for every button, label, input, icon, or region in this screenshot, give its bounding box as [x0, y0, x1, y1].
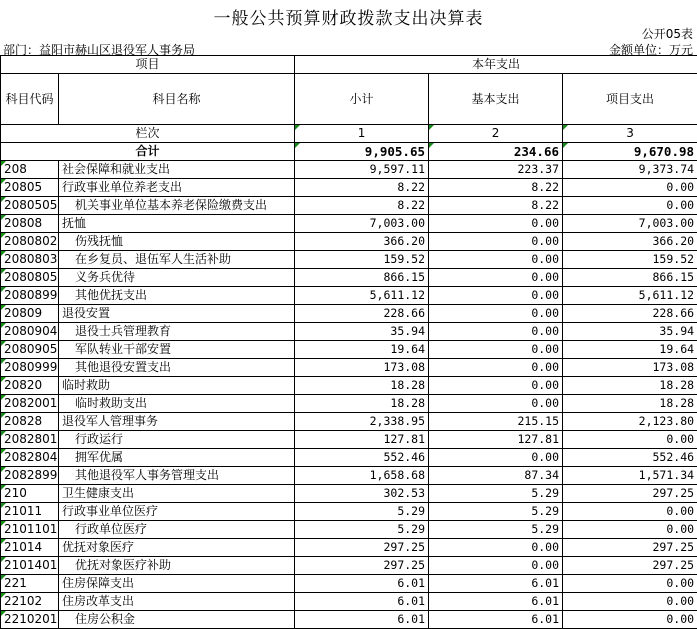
row-subtotal: 552.46 — [295, 449, 429, 467]
row-basic: 0.00 — [429, 359, 563, 377]
row-subtotal: 302.53 — [295, 485, 429, 503]
header-project: 项目支出 — [563, 74, 697, 125]
row-code: 2080803 — [1, 251, 59, 269]
column-number-label: 栏次 — [1, 125, 295, 143]
table-row — [1, 377, 697, 395]
row-name: 行政运行 — [59, 431, 295, 449]
header-expense-group: 本年支出 — [295, 56, 697, 74]
row-name: 优抚对象医疗 — [59, 539, 295, 557]
row-subtotal: 1,658.68 — [295, 467, 429, 485]
row-code: 20828 — [1, 413, 59, 431]
row-code: 20805 — [1, 179, 59, 197]
row-name: 在乡复员、退伍军人生活补助 — [59, 251, 295, 269]
row-name: 卫生健康支出 — [59, 485, 295, 503]
row-code: 2080505 — [1, 197, 59, 215]
total-subtotal: 9,905.65 — [295, 143, 429, 161]
table-row — [1, 179, 697, 197]
row-name: 伤残抚恤 — [59, 233, 295, 251]
row-basic: 0.00 — [429, 377, 563, 395]
row-name: 行政事业单位医疗 — [59, 503, 295, 521]
row-code: 20808 — [1, 215, 59, 233]
table-row — [1, 449, 697, 467]
row-project: 2,123.80 — [563, 413, 697, 431]
row-code: 2101101 — [1, 521, 59, 539]
row-basic: 0.00 — [429, 323, 563, 341]
column-number-1: 1 — [295, 125, 429, 143]
row-basic: 6.01 — [429, 593, 563, 611]
row-project: 18.28 — [563, 377, 697, 395]
row-subtotal: 19.64 — [295, 341, 429, 359]
row-basic: 0.00 — [429, 305, 563, 323]
row-subtotal: 9,597.11 — [295, 161, 429, 179]
row-subtotal: 127.81 — [295, 431, 429, 449]
row-subtotal: 35.94 — [295, 323, 429, 341]
header-code: 科目代码 — [1, 74, 59, 125]
row-project: 0.00 — [563, 593, 697, 611]
total-project: 9,670.98 — [563, 143, 697, 161]
header-item-group: 项目 — [1, 56, 295, 74]
expenditure-table — [0, 55, 697, 629]
row-project: 173.08 — [563, 359, 697, 377]
row-project: 297.25 — [563, 485, 697, 503]
row-project: 297.25 — [563, 539, 697, 557]
row-name: 社会保障和就业支出 — [59, 161, 295, 179]
row-code: 2082899 — [1, 467, 59, 485]
row-subtotal: 5,611.12 — [295, 287, 429, 305]
row-name: 机关事业单位基本养老保险缴费支出 — [59, 197, 295, 215]
row-name: 义务兵优待 — [59, 269, 295, 287]
row-name: 临时救助 — [59, 377, 295, 395]
table-row — [1, 485, 697, 503]
row-basic: 223.37 — [429, 161, 563, 179]
header-name: 科目名称 — [59, 74, 295, 125]
row-basic: 0.00 — [429, 449, 563, 467]
row-project: 18.28 — [563, 395, 697, 413]
row-name: 退役军人管理事务 — [59, 413, 295, 431]
row-code: 2101401 — [1, 557, 59, 575]
row-name: 其他优抚支出 — [59, 287, 295, 305]
row-name: 行政事业单位养老支出 — [59, 179, 295, 197]
row-name: 拥军优属 — [59, 449, 295, 467]
row-project: 0.00 — [563, 503, 697, 521]
row-code: 2082804 — [1, 449, 59, 467]
row-basic: 6.01 — [429, 575, 563, 593]
total-basic: 234.66 — [429, 143, 563, 161]
row-project: 1,571.34 — [563, 467, 697, 485]
row-project: 297.25 — [563, 557, 697, 575]
row-basic: 0.00 — [429, 287, 563, 305]
row-subtotal: 18.28 — [295, 377, 429, 395]
row-subtotal: 18.28 — [295, 395, 429, 413]
column-number-3: 3 — [563, 125, 697, 143]
row-subtotal: 866.15 — [295, 269, 429, 287]
row-basic: 87.34 — [429, 467, 563, 485]
column-number-row — [1, 125, 697, 143]
row-project: 35.94 — [563, 323, 697, 341]
row-basic: 127.81 — [429, 431, 563, 449]
row-basic: 8.22 — [429, 179, 563, 197]
row-name: 退役士兵管理教育 — [59, 323, 295, 341]
row-subtotal: 7,003.00 — [295, 215, 429, 233]
table-row — [1, 197, 697, 215]
row-project: 0.00 — [563, 179, 697, 197]
row-name: 优抚对象医疗补助 — [59, 557, 295, 575]
row-project: 0.00 — [563, 575, 697, 593]
row-project: 159.52 — [563, 251, 697, 269]
row-code: 2080904 — [1, 323, 59, 341]
row-code: 2082801 — [1, 431, 59, 449]
table-row — [1, 503, 697, 521]
table-row — [1, 539, 697, 557]
table-row — [1, 359, 697, 377]
table-row — [1, 215, 697, 233]
row-name: 行政单位医疗 — [59, 521, 295, 539]
table-row — [1, 269, 697, 287]
row-basic: 5.29 — [429, 503, 563, 521]
header-row-columns — [1, 74, 697, 125]
row-basic: 0.00 — [429, 251, 563, 269]
row-subtotal: 173.08 — [295, 359, 429, 377]
row-code: 21011 — [1, 503, 59, 521]
row-project: 5,611.12 — [563, 287, 697, 305]
table-row — [1, 413, 697, 431]
row-name: 住房公积金 — [59, 611, 295, 629]
amount-unit-label: 金额单位：万元 — [609, 41, 693, 58]
row-project: 7,003.00 — [563, 215, 697, 233]
table-row — [1, 323, 697, 341]
form-number: 公开05表 — [642, 25, 693, 42]
row-subtotal: 6.01 — [295, 611, 429, 629]
header-row-group — [1, 56, 697, 74]
table-row — [1, 431, 697, 449]
row-subtotal: 8.22 — [295, 197, 429, 215]
row-code: 2080899 — [1, 287, 59, 305]
row-name: 其他退役安置支出 — [59, 359, 295, 377]
row-subtotal: 5.29 — [295, 521, 429, 539]
department-label: 部门：益阳市赫山区退役军人事务局 — [3, 41, 195, 58]
row-basic: 0.00 — [429, 215, 563, 233]
table-row — [1, 341, 697, 359]
row-code: 2210201 — [1, 611, 59, 629]
row-project: 0.00 — [563, 611, 697, 629]
total-row — [1, 143, 697, 161]
row-name: 其他退役军人事务管理支出 — [59, 467, 295, 485]
row-basic: 5.29 — [429, 485, 563, 503]
row-basic: 8.22 — [429, 197, 563, 215]
table-row — [1, 287, 697, 305]
row-subtotal: 8.22 — [295, 179, 429, 197]
row-name: 退役安置 — [59, 305, 295, 323]
row-subtotal: 297.25 — [295, 557, 429, 575]
row-project: 552.46 — [563, 449, 697, 467]
row-subtotal: 297.25 — [295, 539, 429, 557]
row-subtotal: 2,338.95 — [295, 413, 429, 431]
row-code: 2080805 — [1, 269, 59, 287]
row-code: 2082001 — [1, 395, 59, 413]
row-basic: 215.15 — [429, 413, 563, 431]
row-subtotal: 6.01 — [295, 575, 429, 593]
row-basic: 0.00 — [429, 233, 563, 251]
row-basic: 0.00 — [429, 395, 563, 413]
row-project: 366.20 — [563, 233, 697, 251]
table-row — [1, 593, 697, 611]
row-name: 临时救助支出 — [59, 395, 295, 413]
table-row — [1, 251, 697, 269]
table-row — [1, 557, 697, 575]
row-subtotal: 366.20 — [295, 233, 429, 251]
row-project: 9,373.74 — [563, 161, 697, 179]
report-title: 一般公共预算财政拨款支出决算表 — [0, 4, 697, 29]
row-code: 2080802 — [1, 233, 59, 251]
table-body — [1, 161, 697, 629]
table-row — [1, 575, 697, 593]
row-project: 866.15 — [563, 269, 697, 287]
row-code: 20809 — [1, 305, 59, 323]
row-code: 21014 — [1, 539, 59, 557]
row-project: 228.66 — [563, 305, 697, 323]
table-row — [1, 395, 697, 413]
row-basic: 0.00 — [429, 269, 563, 287]
column-number-2: 2 — [429, 125, 563, 143]
row-code: 208 — [1, 161, 59, 179]
row-name: 住房保障支出 — [59, 575, 295, 593]
row-code: 210 — [1, 485, 59, 503]
row-basic: 0.00 — [429, 557, 563, 575]
total-label: 合计 — [1, 143, 295, 161]
row-project: 0.00 — [563, 521, 697, 539]
row-basic: 0.00 — [429, 539, 563, 557]
row-subtotal: 6.01 — [295, 593, 429, 611]
table-row — [1, 467, 697, 485]
row-code: 2080905 — [1, 341, 59, 359]
row-project: 0.00 — [563, 197, 697, 215]
row-project: 0.00 — [563, 431, 697, 449]
row-basic: 6.01 — [429, 611, 563, 629]
header-basic: 基本支出 — [429, 74, 563, 125]
row-name: 抚恤 — [59, 215, 295, 233]
table-row — [1, 161, 697, 179]
row-code: 22102 — [1, 593, 59, 611]
row-subtotal: 228.66 — [295, 305, 429, 323]
row-subtotal: 159.52 — [295, 251, 429, 269]
row-project: 19.64 — [563, 341, 697, 359]
row-subtotal: 5.29 — [295, 503, 429, 521]
table-row — [1, 233, 697, 251]
row-code: 20820 — [1, 377, 59, 395]
table-row — [1, 521, 697, 539]
row-code: 2080999 — [1, 359, 59, 377]
header-subtotal: 小计 — [295, 74, 429, 125]
row-name: 军队转业干部安置 — [59, 341, 295, 359]
table-row — [1, 305, 697, 323]
row-code: 221 — [1, 575, 59, 593]
row-basic: 0.00 — [429, 341, 563, 359]
row-basic: 5.29 — [429, 521, 563, 539]
row-name: 住房改革支出 — [59, 593, 295, 611]
